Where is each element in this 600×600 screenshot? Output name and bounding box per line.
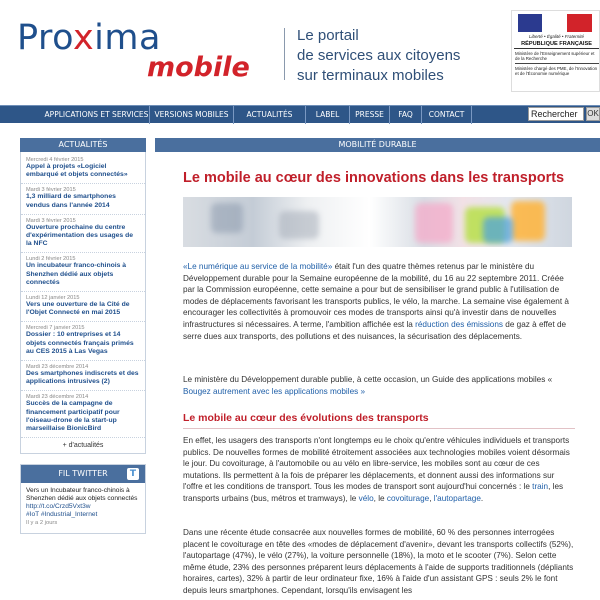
news-title-link[interactable]: 1,3 milliard de smartphones vendus dans l'année 2014: [26, 193, 116, 209]
article-paragraph: Dans une récente étude consacrée aux nouvelles formes de mobilité, 60 % des personnes interrogées placent le covoiturage en tête des «modes de déplacement d'avenir», devant les transports collectifs (52%), l'autopartage (47%), le vélo (27%), la voiture personnelle (18%), la moto et le scooter (7%). Selon cette même étude, 23% des personnes préparent leurs déplacements à l'aide de supports traditionnels (dépliants horaires, cartes), 32% à partir de leur ordinateur fixe, 16% à l'aide d'un assistant GPS : seuls 2% le font depuis leurs smartphones. Cependant, lorsqu'ils envisagent les: [183, 528, 574, 595]
nav-applications-services[interactable]: APPLICATIONS ET SERVICES: [44, 106, 150, 124]
paragraph-text: , le: [373, 493, 387, 503]
tagline-line: sur terminaux mobiles: [297, 67, 444, 84]
news-date: Lundi 2 février 2015: [26, 256, 76, 263]
sidebar: [20, 138, 146, 534]
tagline-line: de services aux citoyens: [297, 47, 461, 64]
nav-faq[interactable]: FAQ: [390, 106, 422, 124]
nav-label[interactable]: LABEL: [306, 106, 350, 124]
paragraph-text: Le ministère du Développement durable publie, à cette occasion, un Guide des applications mobiles «: [183, 375, 553, 384]
paragraph-text: ,: [429, 493, 434, 503]
more-news-link[interactable]: + d'actualités: [62, 442, 104, 450]
logo-text-part: Pro: [17, 18, 73, 58]
news-item[interactable]: [21, 253, 145, 292]
news-item[interactable]: [21, 292, 145, 322]
news-section-title: ACTUALITÉS: [20, 138, 146, 152]
paragraph-text: En effet, les usagers des transports n'ont longtemps eu le choix qu'entre véhicules individuels et transports publics. De nouvelles formes de mobilité étroitement associées aux technologies mobiles voient désormais le jour. Du covoiturage, à l'automobile ou au vélo en libre-service, les mobiles sont au cœur de ces mutations. Ils permettent à la fois de préparer les déplacements, et donnent aussi des informations sur l'offre et les conditions de transport. Tous les modes de transport sont aujourd'hui concernés : le: [183, 436, 570, 492]
nav-contact[interactable]: CONTACT: [422, 106, 472, 124]
article-subtitle: Le mobile au cœur des évolutions des transports: [183, 412, 429, 424]
tweet: [21, 483, 145, 533]
link-train[interactable]: train: [532, 482, 549, 492]
republic-name: RÉPUBLIQUE FRANÇAISE: [514, 41, 599, 49]
news-date: Mardi 3 février 2015: [26, 187, 76, 194]
link-guide-applications[interactable]: Bougez autrement avec les applications mobiles »: [183, 386, 366, 396]
news-list: [20, 152, 146, 454]
paragraph-text: était l'un des quatre thèmes retenus par le ministère du Développement durable pour la Semaine européenne de la mobilité, du 16 au 22 septembre 2011. Créée par la Commission européenne, cette semaine a pour but de sensibiliser le grand public à l'utilisation de modes de déplacements favorisant les transports publics, le vélo, la marche. La semaine vise également à encourager les collectivités à promouvoir ces modes de transports ainsi qu'à investir dans de nouvelles infrastructures si nécessaires. A terme, l'ambition affichée est la: [183, 262, 569, 329]
article-banner-image: [183, 197, 572, 247]
link-numerique-mobilite[interactable]: «Le numérique au service de la mobilité»: [183, 262, 333, 271]
header-divider: [284, 28, 285, 80]
news-title-link[interactable]: Vers une ouverture de la Cité de l'Objet Connecté en mai 2015: [26, 301, 130, 317]
link-covoiturage[interactable]: covoiturage: [386, 493, 430, 503]
article-paragraph: [183, 435, 575, 505]
main-navigation: [0, 105, 600, 123]
news-item[interactable]: [21, 215, 145, 254]
search-button[interactable]: OK: [586, 107, 600, 121]
tweet-link[interactable]: http://t.co/Crzd5Vxt3w: [26, 503, 91, 511]
logo-text-x: x: [72, 18, 95, 58]
news-title-link[interactable]: Succès de la campagne de financement participatif pour l'oiseau-drone de la start-up marseillaise BionicBird: [26, 400, 120, 433]
news-date: Mercredi 4 février 2015: [26, 157, 84, 163]
tagline-line: Le portail: [297, 27, 359, 44]
news-item[interactable]: [21, 361, 145, 391]
news-title-link[interactable]: Dossier : 10 entreprises et 14 objets connectés français primés au CES 2015 à Las Vegas: [26, 331, 134, 355]
news-date: Mardi 23 décembre 2014: [26, 364, 89, 371]
twitter-widget: [20, 464, 146, 534]
logo-proxima[interactable]: [17, 18, 161, 58]
nav-actualites[interactable]: ACTUALITÉS: [234, 106, 306, 124]
news-title-link[interactable]: Des smartphones indiscrets et des applications intrusives (2): [26, 370, 139, 386]
link-autopartage[interactable]: l'autopartage: [433, 493, 481, 503]
link-reduction-emissions[interactable]: réduction des émissions: [415, 319, 503, 329]
news-item[interactable]: [21, 391, 145, 438]
news-title-link[interactable]: Un incubateur franco-chinois à Shenzhen dédié aux objets connectés: [26, 262, 127, 286]
article-paragraph: [183, 261, 575, 342]
news-item[interactable]: [21, 322, 145, 361]
twitter-widget-header: [21, 465, 145, 483]
nav-versions-mobiles[interactable]: VERSIONS MOBILES: [150, 106, 234, 124]
ministry-names: [515, 51, 599, 76]
main-content: [155, 138, 600, 600]
news-date: Mardi 23 décembre 2014: [26, 394, 89, 401]
republic-motto: Liberté • Égalité • Fraternité: [529, 34, 584, 39]
site-header: [0, 0, 600, 100]
paragraph-text: , les transports urbains (bus, métros et tramways), le: [183, 482, 564, 503]
news-item[interactable]: [21, 184, 145, 214]
marianne-flag-icon: [518, 14, 592, 32]
paragraph-text: .: [480, 493, 484, 503]
tweet-hashtags[interactable]: #IoT #Industrial_Internet: [26, 511, 98, 519]
news-date: Lundi 12 janvier 2015: [26, 295, 80, 302]
twitter-bird-icon[interactable]: T: [127, 468, 139, 480]
section-header: MOBILITÉ DURABLE: [155, 138, 600, 152]
ministry-line: Ministère de l'Enseignement supérieur et de la Recherche: [515, 51, 595, 61]
ministry-logo[interactable]: [511, 10, 600, 92]
site-tagline: [297, 26, 460, 86]
article-paragraph: [183, 374, 575, 397]
search-input[interactable]: [528, 107, 584, 121]
tweet-text: Vers un Incubateur franco-chinois à Shenzhen dédié aux objets connectés: [26, 487, 138, 503]
logo-mobile[interactable]: mobile: [147, 52, 250, 83]
paragraph-text: de gaz à effet de serre dues aux transports, des pollutions et des nuisances, la sécurisation des déplacements.: [183, 319, 567, 341]
twitter-title: FIL TWITTER: [58, 469, 108, 479]
page-title: Le mobile au cœur des innovations dans les transports: [183, 170, 565, 186]
news-title-link[interactable]: Ouverture prochaine du centre d'expérimentation des usages de la NFC: [26, 223, 134, 248]
logo-text-part: ima: [94, 18, 161, 58]
news-item[interactable]: [21, 154, 145, 184]
tweet-timestamp: Il y a 2 jours: [26, 520, 58, 527]
news-date: Mercredi 7 janvier 2015: [26, 325, 85, 332]
news-date: Mardi 3 février 2015: [26, 217, 76, 224]
nav-presse[interactable]: PRESSE: [350, 106, 390, 124]
subtitle-divider: [183, 428, 575, 429]
news-title-link[interactable]: Appel à projets «Logiciel embarqué et objets connectés»: [26, 163, 128, 179]
ministry-line: Ministère chargé des PME, de l'Innovation et de l'Économie numérique: [515, 66, 598, 76]
link-velo[interactable]: vélo: [358, 493, 374, 503]
